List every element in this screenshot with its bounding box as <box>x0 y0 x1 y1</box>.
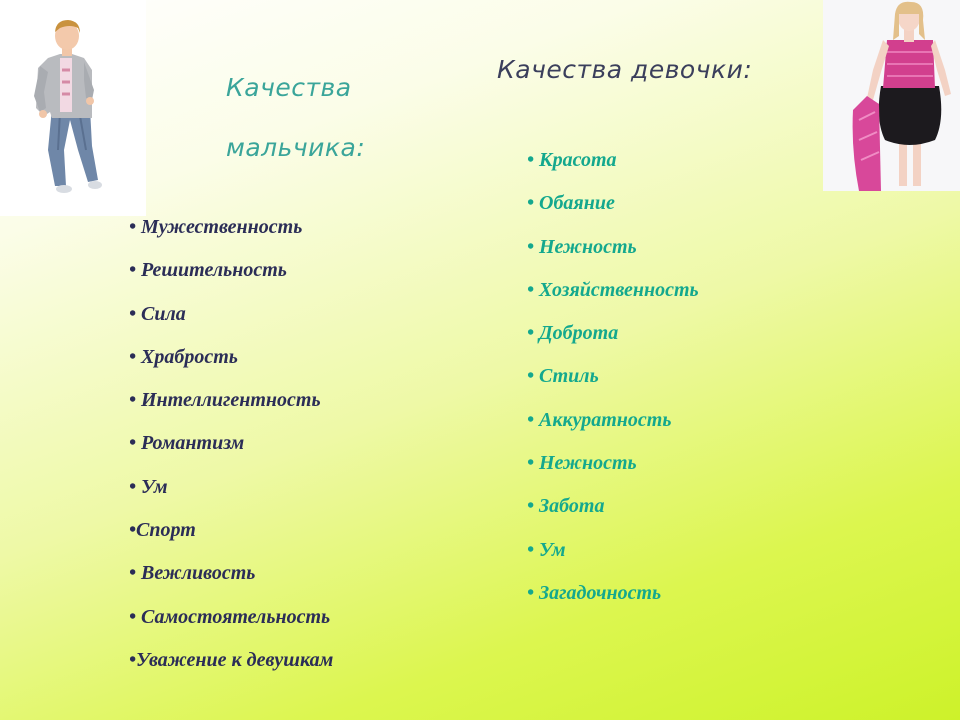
boy-qualities-list <box>129 206 333 682</box>
list-item: • Нежность <box>527 452 637 475</box>
list-item: • Нежность <box>527 235 637 258</box>
boy-title-line1: Качества <box>226 73 352 102</box>
list-item: • Интеллигентность <box>129 389 321 412</box>
list-item: • Забота <box>527 495 605 518</box>
list-item: • Обаяние <box>527 192 615 215</box>
girl-figure <box>823 0 960 191</box>
girl-qualities-list <box>527 139 699 615</box>
list-item: • Решительность <box>129 259 287 282</box>
list-item: • Загадочность <box>527 581 662 604</box>
list-item: • Ум <box>129 475 168 498</box>
list-item: • Храбрость <box>129 345 238 368</box>
list-item: • Романтизм <box>129 432 245 455</box>
list-item: • Хозяйственность <box>527 278 699 301</box>
boy-figure <box>0 0 146 216</box>
list-item: • Самостоятельность <box>129 605 331 628</box>
boy-qualities-title <box>226 58 365 178</box>
list-item: • Сила <box>129 302 186 325</box>
list-item: •Уважение к девушкам <box>129 648 334 671</box>
list-item: • Мужественность <box>129 216 303 238</box>
girl-photo <box>823 0 960 191</box>
list-item: • Красота <box>527 149 617 171</box>
list-item: • Стиль <box>527 365 599 388</box>
list-item: •Спорт <box>129 519 196 542</box>
list-item: • Вежливость <box>129 562 256 585</box>
list-item: • Ум <box>527 538 566 561</box>
list-item: • Доброта <box>527 322 619 345</box>
boy-title-line2: мальчика: <box>226 133 366 162</box>
girl-qualities-title: Качества девочки: <box>497 55 753 84</box>
list-item: • Аккуратность <box>527 408 672 431</box>
boy-photo <box>0 0 146 216</box>
